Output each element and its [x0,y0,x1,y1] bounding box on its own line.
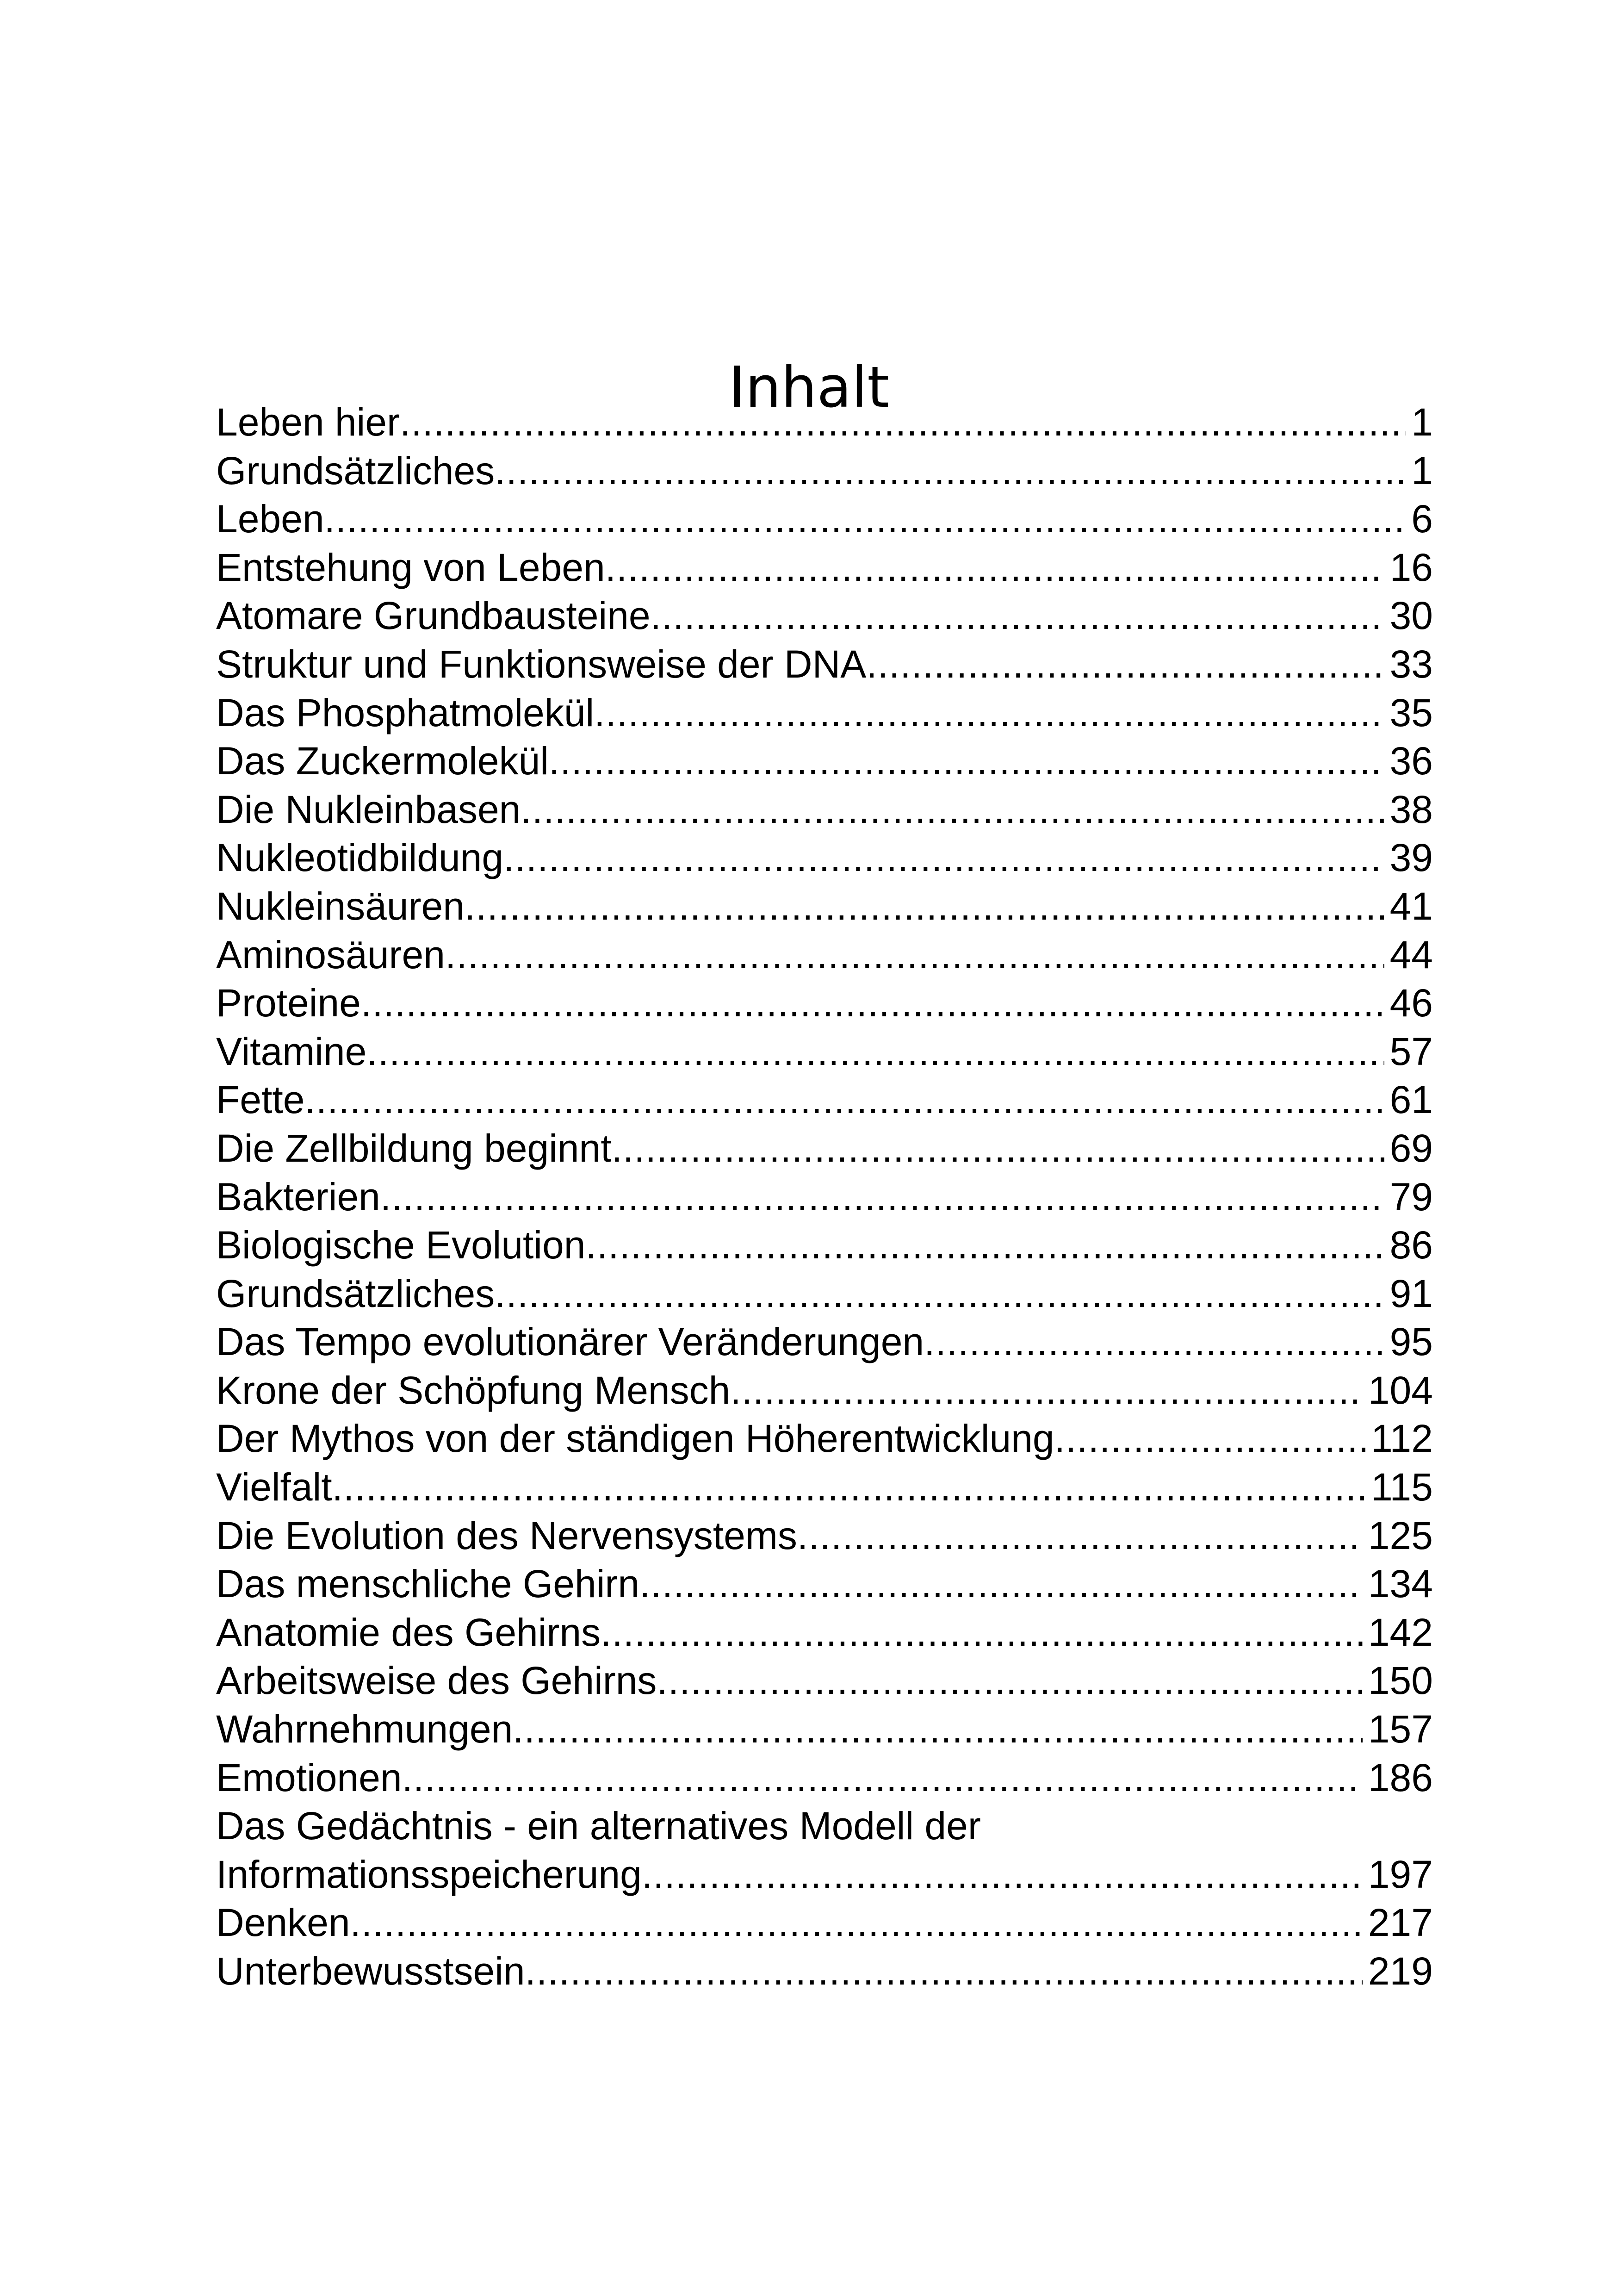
toc-leader-dots [924,1318,1384,1366]
toc-entry[interactable] [216,1463,1433,1512]
toc-page-number: 115 [1371,1465,1433,1509]
toc-entry[interactable] [216,1124,1433,1173]
toc-entry-label: Leben hier [216,400,400,444]
toc-page-number: 91 [1389,1271,1433,1315]
toc-entry[interactable] [216,447,1433,495]
toc-page-number: 33 [1389,642,1433,686]
toc-page-number: 6 [1411,497,1433,541]
toc-entry[interactable] [216,1318,1433,1366]
toc-entry-label: Nukleinsäuren [216,884,465,928]
toc-entry[interactable] [216,979,1433,1027]
toc-entry-label: Anatomie des Gehirns [216,1610,601,1654]
toc-page-number: 1 [1411,400,1433,444]
toc-entry-label: Grundsätzliches [216,448,495,492]
toc-page-number: 104 [1368,1368,1433,1412]
toc-entry-label: Das menschliche Gehirn [216,1562,640,1606]
toc-page-number: 36 [1389,739,1433,783]
toc-entry-label: Aminosäuren [216,933,445,977]
toc-entry[interactable] [216,543,1433,592]
toc-entry[interactable] [216,882,1433,931]
toc-page-number: 57 [1389,1029,1433,1073]
toc-leader-dots [605,543,1384,592]
toc-entry[interactable] [216,1173,1433,1221]
toc-leader-dots [495,1269,1384,1318]
toc-leader-dots [601,1608,1363,1657]
toc-entry-label: Grundsätzliches [216,1271,495,1315]
toc-entry-label: Informationsspeicherung [216,1852,642,1896]
toc-entry[interactable] [216,591,1433,640]
toc-entry[interactable] [216,1656,1433,1705]
toc-leader-dots [332,1463,1365,1512]
toc-entry-label: Struktur und Funktionsweise der DNA [216,642,867,686]
toc-entry-label: Der Mythos von der ständigen Höherentwicklung [216,1417,1054,1461]
toc-entry-label: Vitamine [216,1029,367,1073]
toc-entry-label: Nukleotidbildung [216,836,504,880]
toc-leader-dots [361,979,1384,1027]
toc-leader-dots [1054,1414,1365,1463]
toc-entry[interactable] [216,785,1433,834]
toc-entry-label: Emotionen [216,1755,402,1799]
page-title: Inhalt [728,354,890,420]
toc-entry-label: Das Tempo evolutionärer Veränderungen [216,1320,924,1364]
toc-entry-label: Die Zellbildung beginnt [216,1126,612,1170]
toc-entry-label: Arbeitsweise des Gehirns [216,1659,657,1703]
toc-entry-label: Vielfalt [216,1465,332,1509]
toc-leader-dots [465,882,1384,931]
toc-entry[interactable] [216,1705,1433,1754]
toc-entry[interactable] [216,931,1433,979]
toc-leader-dots [612,1124,1384,1173]
toc-entry-label: Atomare Grundbausteine [216,594,651,638]
toc-page-number: 38 [1389,787,1433,831]
toc-page-number: 142 [1368,1610,1433,1654]
toc-entry[interactable] [216,1269,1433,1318]
toc-leader-dots [503,834,1384,882]
toc-leader-dots [324,495,1406,543]
toc-leader-dots [521,785,1384,834]
toc-page-number: 217 [1368,1901,1433,1945]
toc-page-number: 219 [1368,1949,1433,1993]
toc-page-number: 39 [1389,836,1433,880]
toc-leader-dots [513,1705,1363,1754]
toc-entry-multiline[interactable] [216,1802,1433,1898]
toc-entry-label: Unterbewusstsein [216,1949,525,1993]
toc-leader-dots [495,447,1406,495]
toc-entry-label: Die Evolution des Nervensystems [216,1513,797,1557]
toc-entry[interactable] [216,1560,1433,1608]
toc-entry [216,1850,1433,1899]
toc-page-number: 86 [1389,1223,1433,1267]
toc-entry[interactable] [216,495,1433,543]
toc-entry[interactable] [216,1027,1433,1076]
toc-page-number: 186 [1368,1755,1433,1799]
toc-entry-label: Die Nukleinbasen [216,787,521,831]
toc-leader-dots [651,591,1384,640]
toc-entry[interactable] [216,1076,1433,1124]
toc-entry[interactable] [216,1366,1433,1415]
toc-entry[interactable] [216,1221,1433,1269]
toc-leader-dots [639,1560,1363,1608]
toc-entry[interactable] [216,398,1433,447]
toc-page-number: 41 [1389,884,1433,928]
toc-entry[interactable] [216,1947,1433,1996]
toc-leader-dots [402,1754,1363,1802]
toc-leader-dots [657,1656,1362,1705]
toc-leader-dots [594,689,1384,737]
toc-entry-label: Biologische Evolution [216,1223,586,1267]
toc-page-number: 44 [1389,933,1433,977]
toc-leader-dots [642,1850,1363,1899]
toc-leader-dots [866,640,1384,689]
toc-page-number: 46 [1389,981,1433,1025]
toc-entry-label: Wahrnehmungen [216,1707,513,1751]
toc-leader-dots [586,1221,1384,1269]
toc-page-number: 16 [1389,545,1433,589]
toc-leader-dots [366,1027,1384,1076]
toc-entry-label: Bakterien [216,1175,380,1219]
toc-page-number: 95 [1389,1320,1433,1364]
toc-entry-label: Entstehung von Leben [216,545,605,589]
toc-page-number: 125 [1368,1513,1433,1557]
toc-entry[interactable] [216,834,1433,882]
toc-entry[interactable] [216,1512,1433,1560]
toc-page-number: 157 [1368,1707,1433,1751]
table-of-contents [216,398,1433,1996]
toc-entry-label: Das Zuckermolekül [216,739,549,783]
toc-entry-label: Das Phosphatmolekül [216,691,595,734]
toc-entry-label: Fette [216,1078,305,1122]
toc-entry[interactable] [216,640,1433,689]
toc-entry-label: Krone der Schöpfung Mensch [216,1368,731,1412]
toc-page-number: 197 [1368,1852,1433,1896]
toc-entry-label: Leben [216,497,324,541]
toc-leader-dots [304,1076,1384,1124]
toc-page-number: 1 [1411,448,1433,492]
toc-entry-label: Denken [216,1901,350,1945]
toc-entry-label-first-line: Das Gedächtnis - ein alternatives Modell der [216,1804,981,1848]
toc-page-number: 134 [1368,1562,1433,1606]
toc-leader-dots [797,1512,1363,1560]
toc-entry[interactable] [216,1414,1433,1463]
toc-entry-label: Proteine [216,981,361,1025]
toc-entry[interactable] [216,737,1433,785]
toc-page-number: 79 [1389,1175,1433,1219]
toc-page-number: 30 [1389,594,1433,638]
toc-entry[interactable] [216,1754,1433,1802]
toc-page-number: 112 [1371,1417,1433,1461]
toc-leader-dots [730,1366,1362,1415]
toc-page-number: 35 [1389,691,1433,734]
toc-entry[interactable] [216,1608,1433,1657]
toc-entry[interactable] [216,1898,1433,1947]
toc-leader-dots [525,1947,1363,1996]
toc-leader-dots [350,1898,1363,1947]
toc-entry[interactable] [216,689,1433,737]
toc-leader-dots [445,931,1384,979]
toc-page-number: 69 [1389,1126,1433,1170]
toc-leader-dots [549,737,1384,785]
toc-leader-dots [380,1173,1384,1221]
toc-leader-dots [400,398,1406,447]
toc-page-number: 61 [1389,1078,1433,1122]
toc-page-number: 150 [1368,1659,1433,1703]
